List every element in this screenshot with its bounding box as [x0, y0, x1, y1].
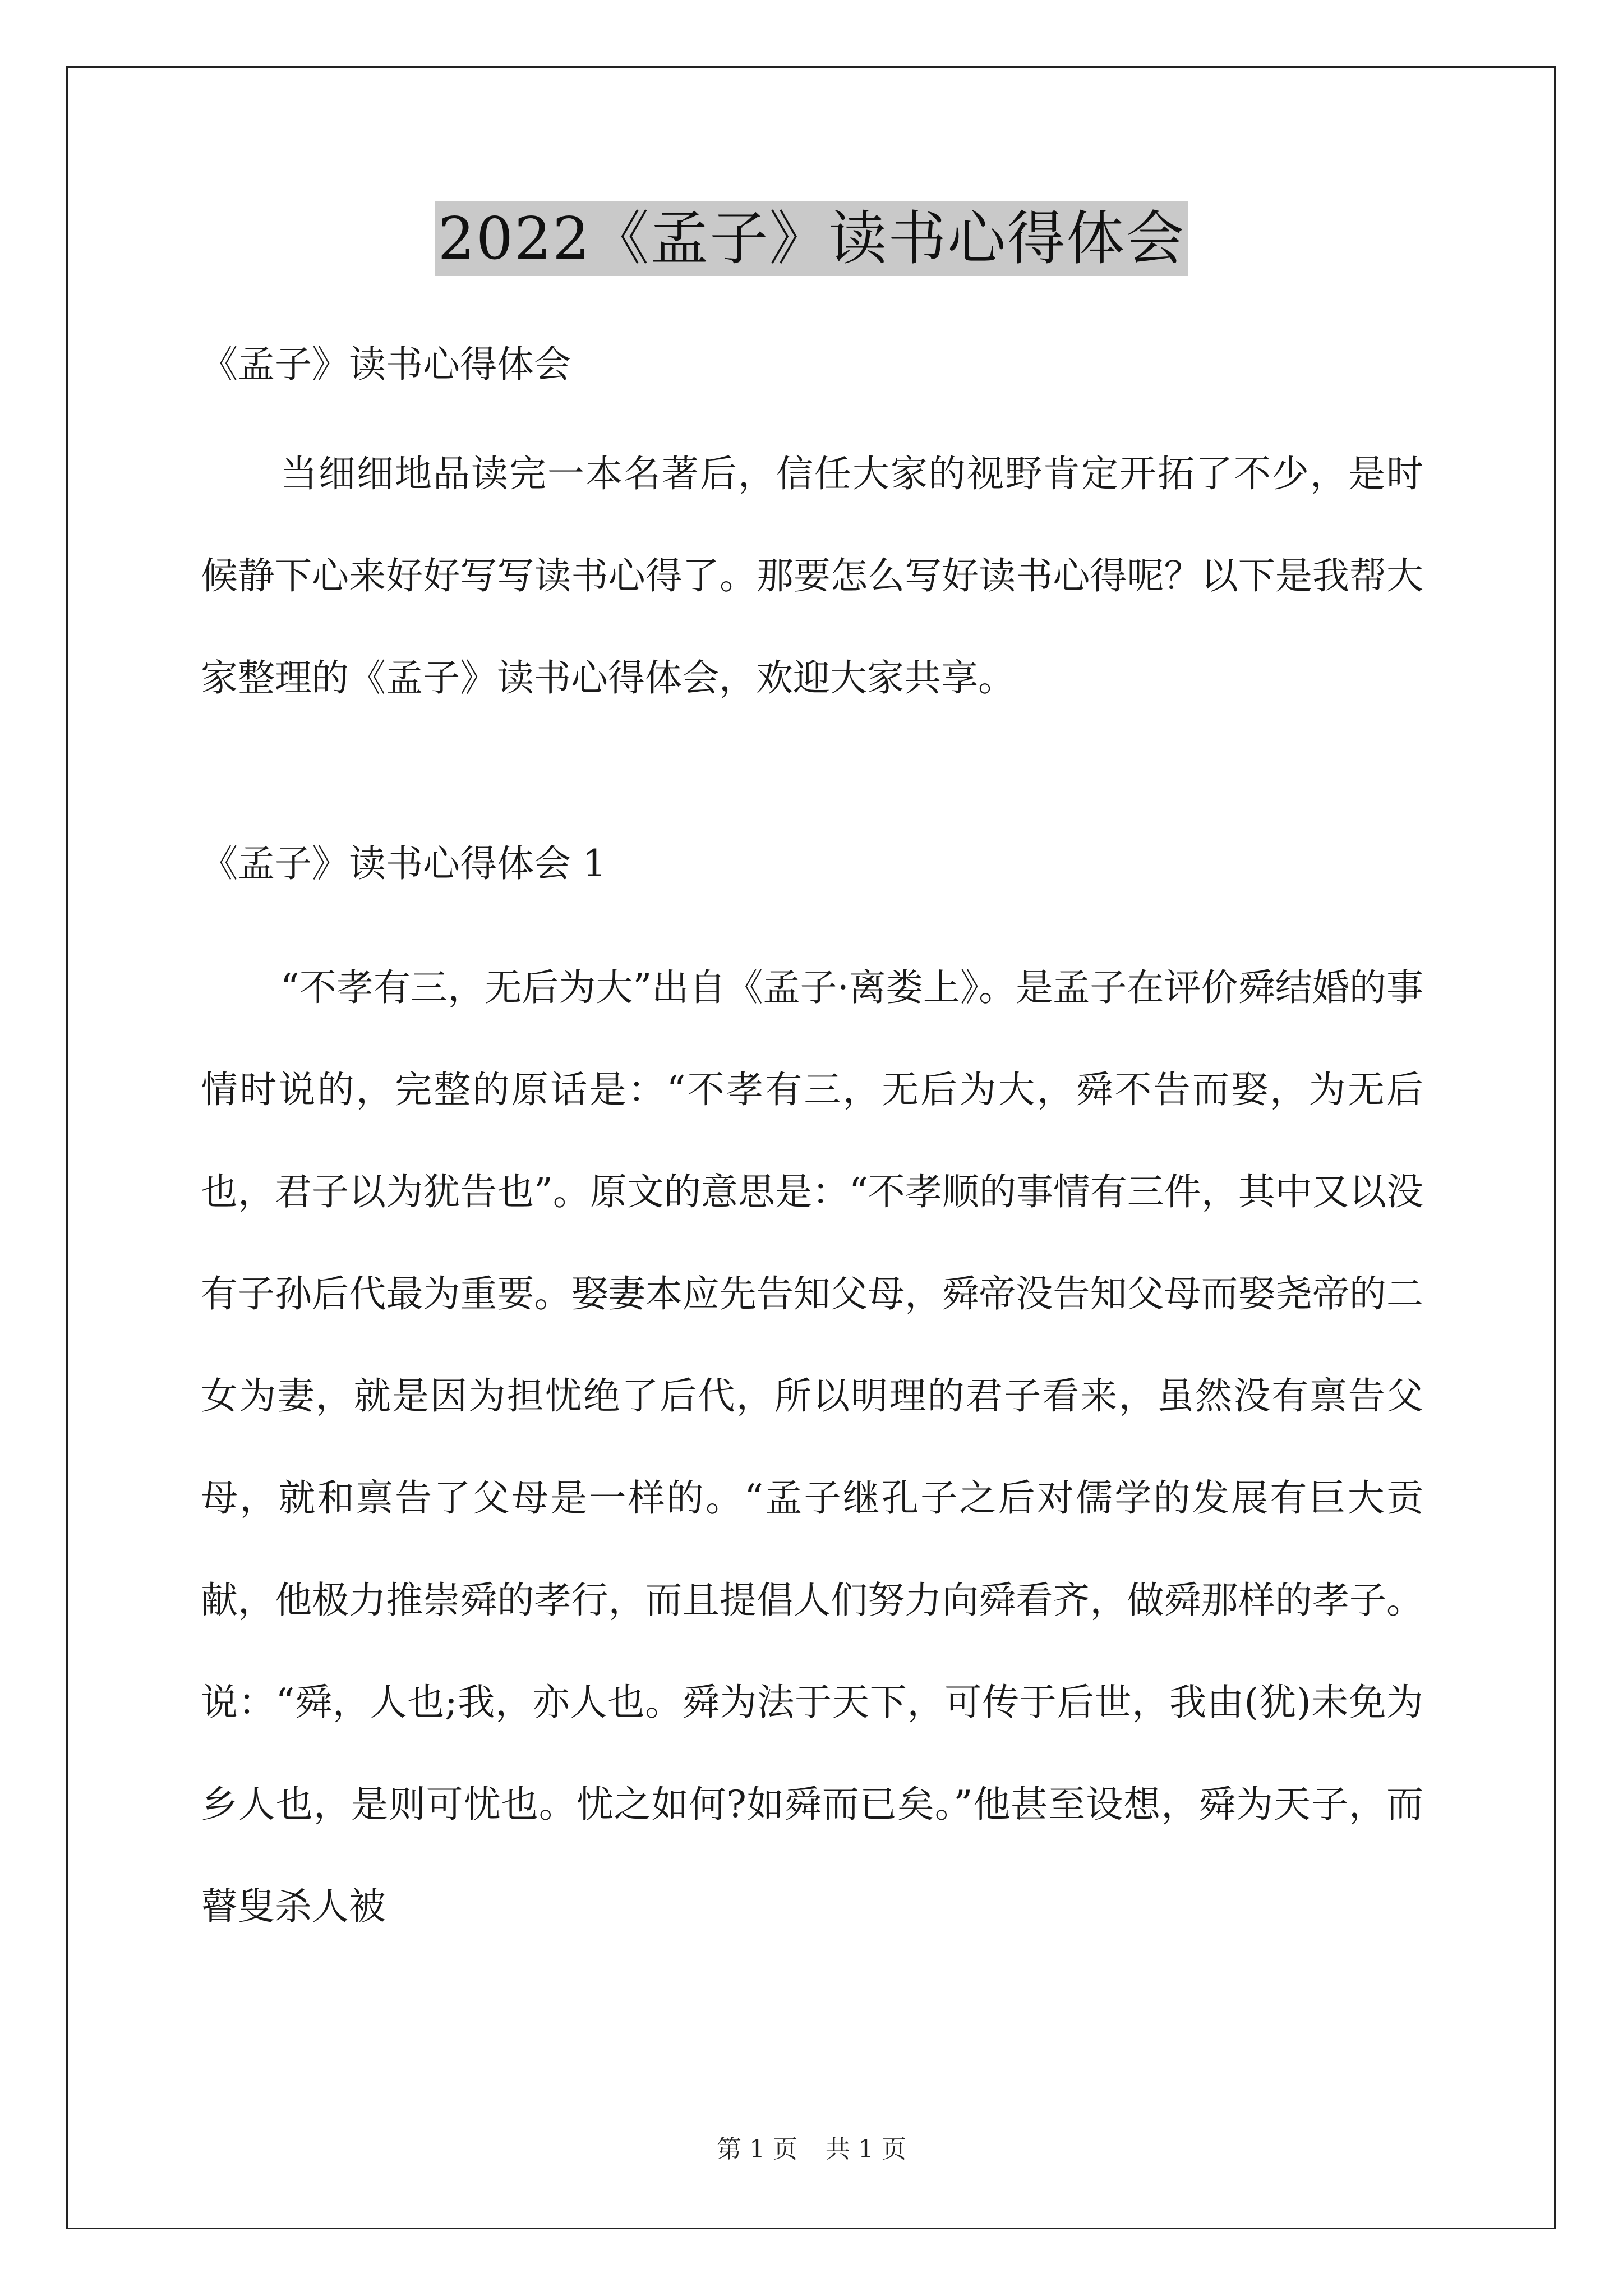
page-number: 第 1 页	[717, 2135, 797, 2164]
document-subtitle: 《孟子》读书心得体会	[201, 343, 571, 386]
title-container	[0, 201, 1623, 276]
section-paragraph: “不孝有三，无后为大”出自《孟子·离娄上》。是孟子在评价舜结婚的事情时说的，完整的原话是：“不孝有三，无后为大，舜不告而娶，为无后也，君子以为犹告也”。原文的意思是：“不孝顺的事情有三件，其中又以没有子孙后代最为重要。娶妻本应先告知父母，舜帝没告知父母而娶尧帝的二女为妻，就是因为担忧绝了后代，所以明理的君子看来，虽然没有禀告父母，就和禀告了父母是一样的。“孟子继孔子之后对儒学的发展有巨大贡献，他极力推崇舜的孝行，而且提倡人们努力向舜看齐，做舜那样的孝子。说：“舜，人也;我，亦人也。舜为法于天下，可传于后世，我由(犹)未免为乡人也，是则可忧也。忧之如何?如舜而已矣。”他甚至设想，舜为天子，而瞽叟杀人被	[201, 966, 1423, 1928]
document-title: 2022《孟子》读书心得体会	[435, 201, 1189, 276]
section-heading: 《孟子》读书心得体会 1	[201, 842, 606, 885]
page-footer	[0, 2133, 1623, 2166]
intro-paragraph: 当细细地品读完一本名著后，信任大家的视野肯定开拓了不少，是时候静下心来好好写写读书心得了。那要怎么写好读书心得呢？以下是我帮大家整理的《孟子》读书心得体会，欢迎大家共享。	[201, 452, 1423, 700]
document-body	[201, 337, 1423, 1958]
page-total: 共 1 页	[826, 2135, 906, 2164]
